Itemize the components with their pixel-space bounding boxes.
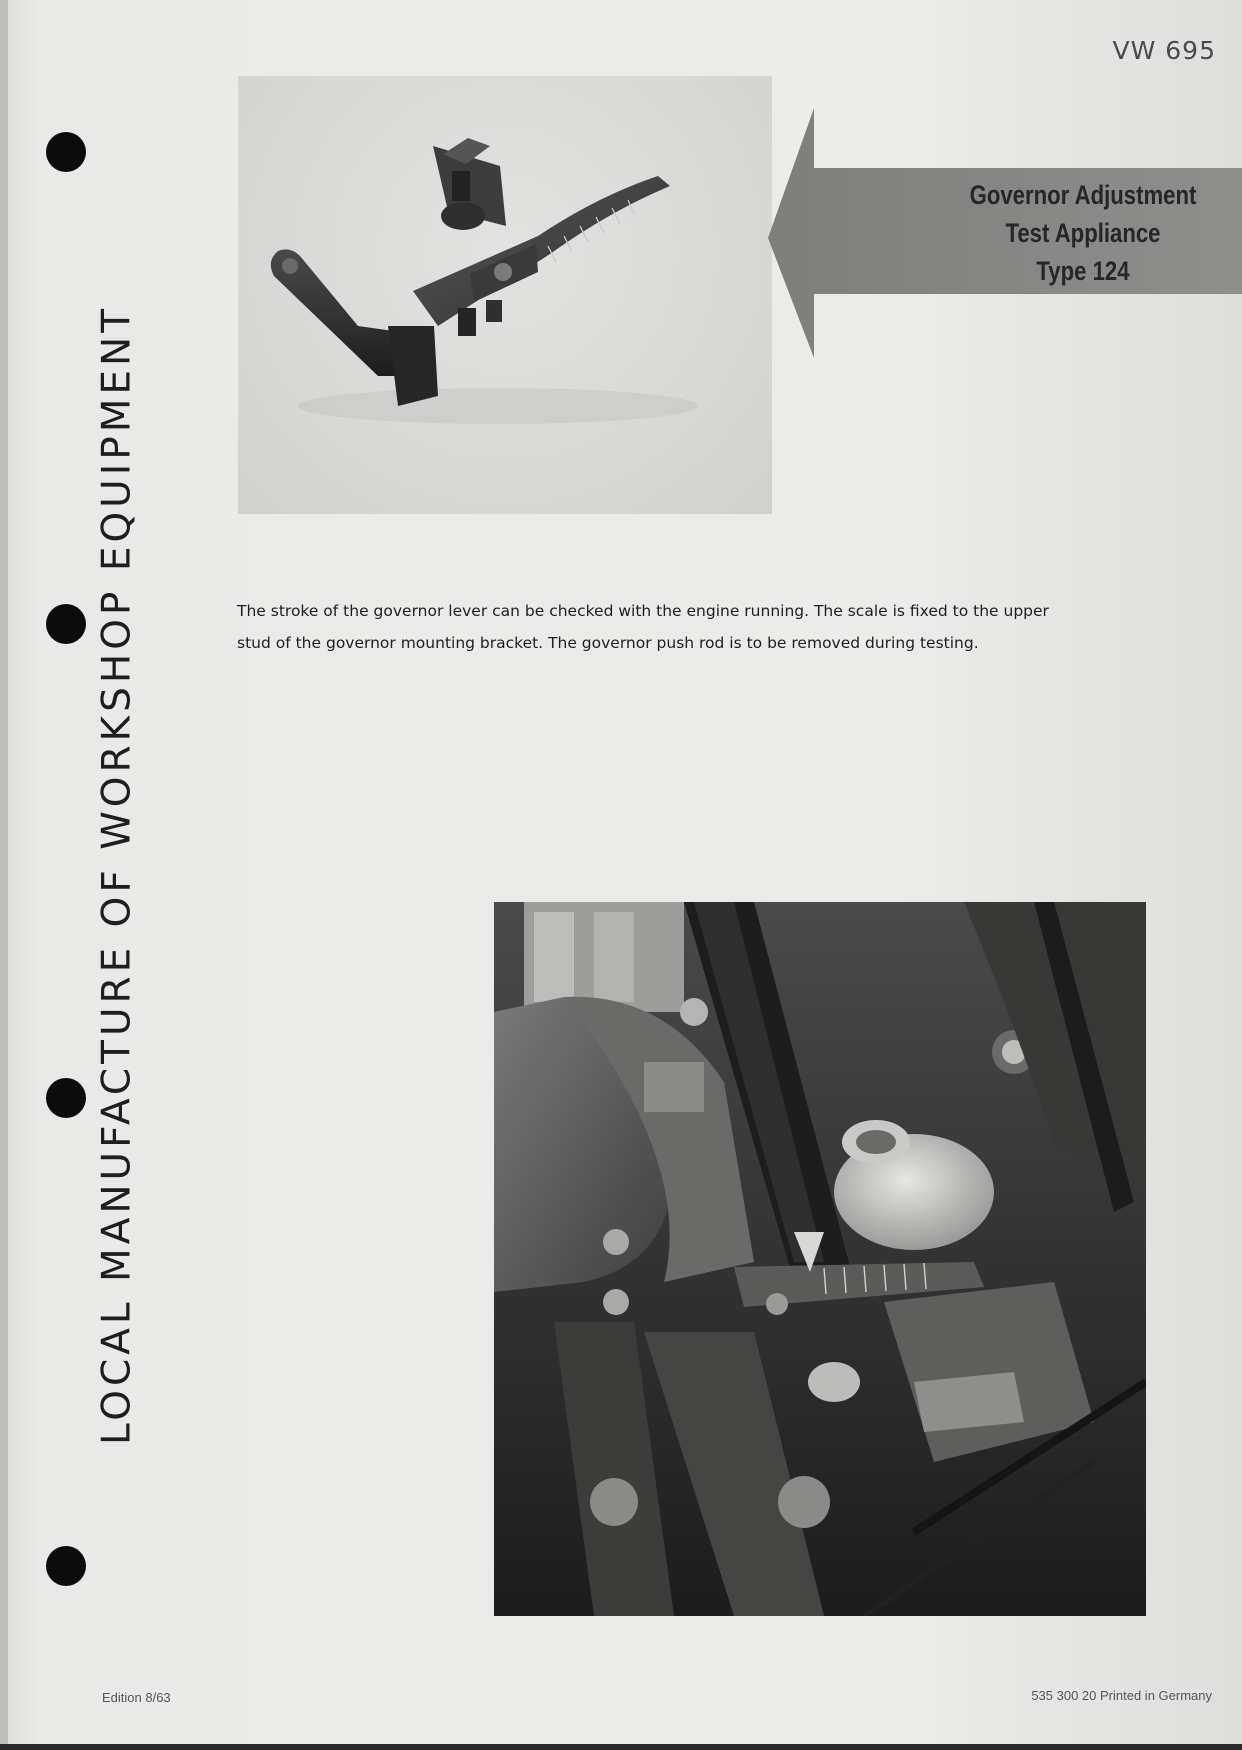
- side-title: LOCAL MANUFACTURE OF WORKSHOP EQUIPMENT: [94, 304, 140, 1446]
- page-edge: [0, 0, 8, 1750]
- banner-line-1: Governor Adjustment: [969, 180, 1197, 210]
- edition-label: Edition 8/63: [102, 1690, 171, 1705]
- page-bottom-edge: [0, 1744, 1242, 1750]
- document-number: VW 695: [1112, 36, 1216, 65]
- punch-hole: [46, 1078, 86, 1118]
- punch-hole: [46, 604, 86, 644]
- banner-line-3: Type 124: [1036, 256, 1130, 286]
- banner-title: [928, 176, 1238, 290]
- tool-photo: [238, 76, 772, 514]
- punch-hole: [46, 1546, 86, 1586]
- banner-line-2: Test Appliance: [1005, 218, 1161, 248]
- print-info: 535 300 20 Printed in Germany: [1031, 1688, 1212, 1703]
- description-line-2: stud of the governor mounting bracket. The governor push rod is to be removed during testing.: [237, 634, 979, 652]
- description-text: [237, 595, 1137, 659]
- punch-hole: [46, 132, 86, 172]
- engine-photo: [494, 902, 1146, 1616]
- title-banner: [768, 108, 1242, 358]
- description-line-1: The stroke of the governor lever can be checked with the engine running. The scale is fixed to the upper: [237, 602, 1049, 620]
